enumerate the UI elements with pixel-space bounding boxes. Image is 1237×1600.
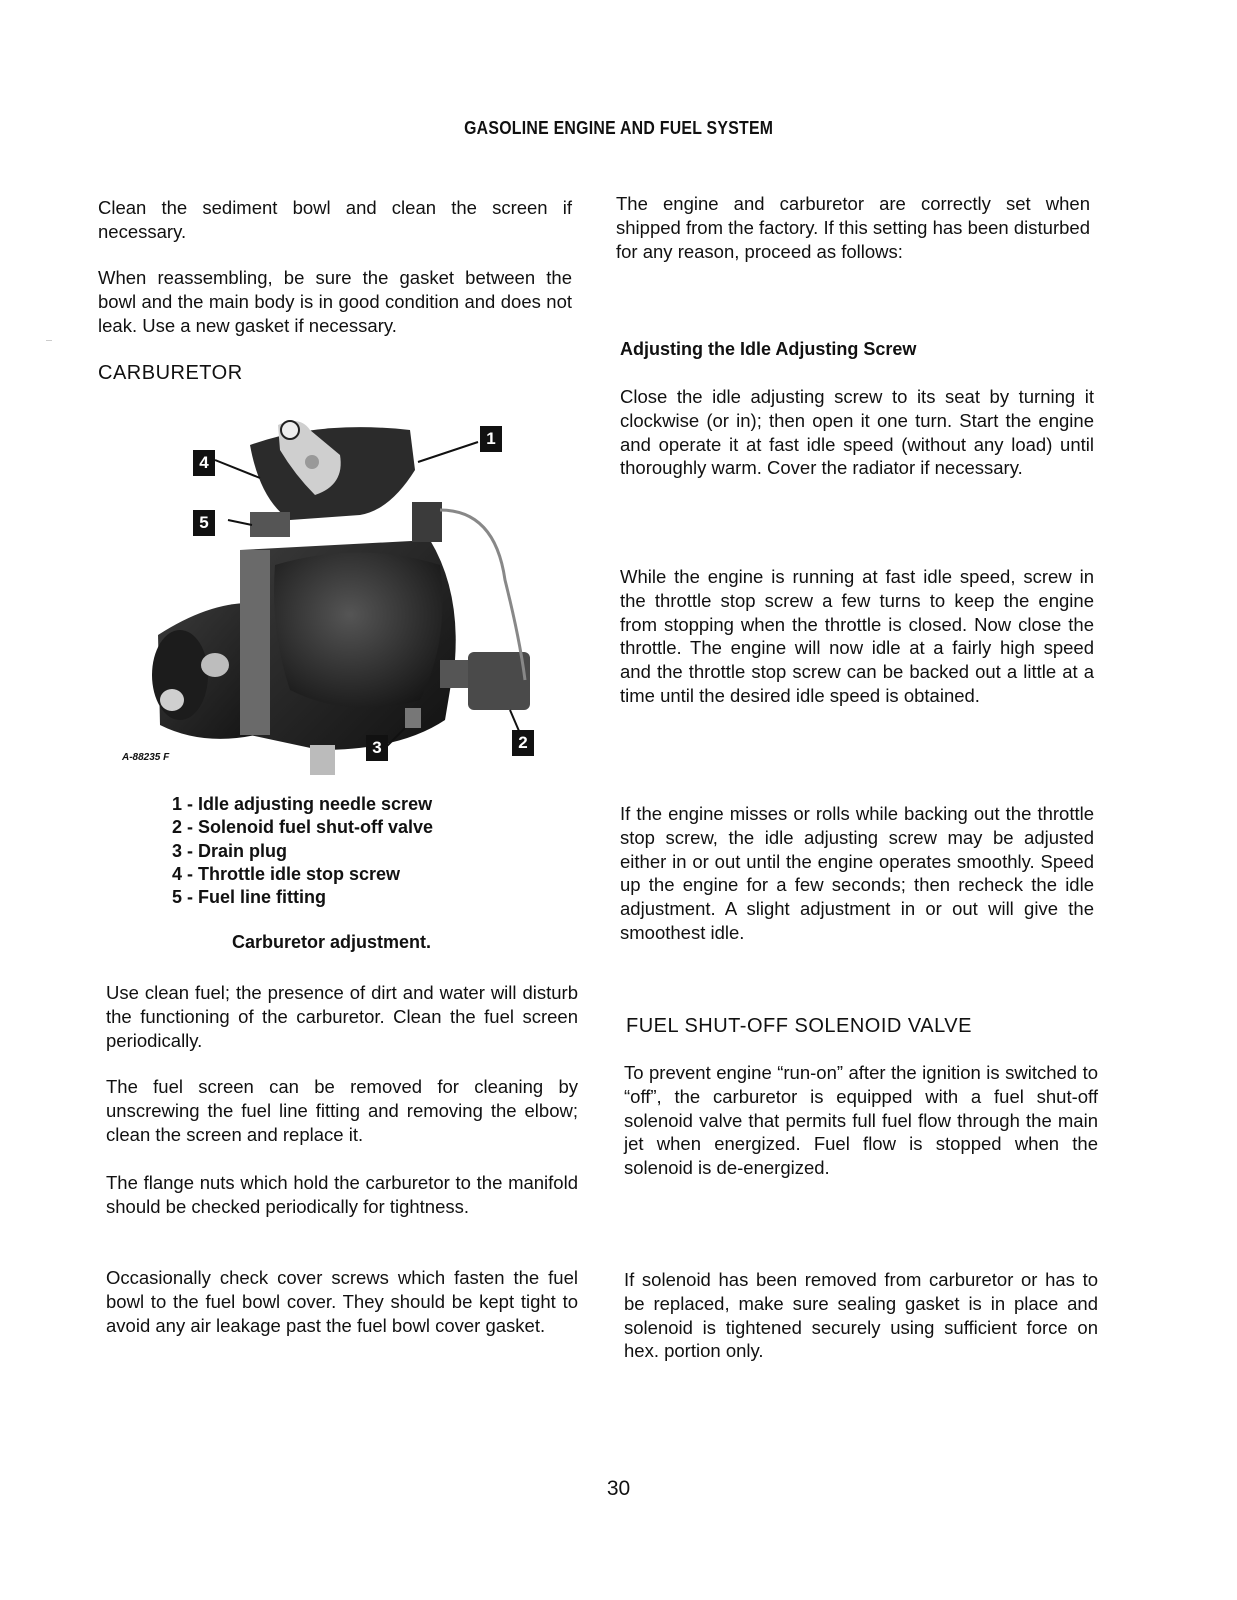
arrow-5 [228,520,252,525]
callout-3: 3 [366,735,388,761]
legend-item: 2 - Solenoid fuel shut-off valve [172,817,434,838]
solenoid-terminal [412,502,442,542]
arrow-1 [418,442,478,462]
scan-mark [46,340,52,341]
bottom-outlet [310,745,335,775]
section-heading-solenoid: FUEL SHUT-OFF SOLENOID VALVE [626,1015,972,1037]
subheading-idle-adjusting: Adjusting the Idle Adjusting Screw [620,339,917,359]
figure-id: A-88235 F [122,752,170,763]
paragraph-run-on: To prevent engine “run-on” after the ignition is switched to “off”, the carburetor is equipped with a fuel shut-off solenoid valve that permits full fuel flow through the main jet when energized. Fuel flow is stopped when the solenoid is de-energized. [624,1062,1098,1179]
flange-bolt-upper [201,653,229,677]
carburetor-figure [100,390,560,780]
legend-item: 5 - Fuel line fitting [172,887,326,908]
paragraph-clean-fuel: Use clean fuel; the presence of dirt and water will disturb the functioning of the carburetor. Clean the fuel screen periodically. [106,982,578,1051]
section-heading-carburetor: CARBURETOR [98,362,243,384]
legend-item: 1 - Idle adjusting needle screw [172,794,433,814]
paragraph-reassembling: When reassembling, be sure the gasket between the bowl and the main body is in good condition and does not leak. Use a new gasket if necessary. [98,267,572,336]
page-number: 30 [606,1477,631,1500]
legend-item: 3 - Drain plug [172,840,288,861]
lever-pivot [305,455,319,469]
paragraph-factory-setting: The engine and carburetor are correctly set when shipped from the factory. If this setting has been disturbed for any reason, proceed as follows: [616,193,1090,262]
fuel-fitting [250,512,290,537]
page-header: GASOLINE ENGINE AND FUEL SYSTEM [464,118,774,138]
paragraph-cover-screws: Occasionally check cover screws which fasten the fuel bowl to the fuel bowl cover. They should be kept tight to avoid any air leakage past the fuel bowl cover gasket. [106,1267,578,1336]
callout-1: 1 [480,426,502,452]
paragraph-flange-nuts: The flange nuts which hold the carburetor to the manifold should be checked periodically for tightness. [106,1172,578,1217]
lever-screw [281,421,299,439]
paragraph-fuel-screen: The fuel screen can be removed for cleaning by unscrewing the fuel line fitting and removing the elbow; clean the screen and replace it. [106,1076,578,1145]
solenoid-stem [440,660,470,688]
paragraph-close-idle: Close the idle adjusting screw to its seat by turning it clockwise (or in); then open it one turn. Start the engine and operate it at fast idle speed (without any load) until thoroughly warm. Cover the radiator if necessary. [620,386,1094,479]
figure-legend [172,793,433,909]
paragraph-fast-idle: While the engine is running at fast idle speed, screw in the throttle stop screw a few turns to keep the engine from stopping when the throttle is closed. Now close the throttle. The engine will now idle at a fairly high speed and the throttle stop screw can be backed out a little at a time until the desired idle speed is obtained. [620,566,1094,706]
bracket [240,550,270,735]
arrow-4 [215,460,260,478]
flange-bolt-lower [160,689,184,711]
figure-caption: Carburetor adjustment. [232,932,432,952]
callout-4: 4 [193,450,215,476]
callout-5: 5 [193,510,215,536]
fuel-bowl [274,553,443,709]
legend-item: 4 - Throttle idle stop screw [172,863,401,884]
callout-2: 2 [512,730,534,756]
paragraph-engine-misses: If the engine misses or rolls while backing out the throttle stop screw, the idle adjusting screw may be adjusted either in or out until the engine operates smoothly. Speed up the engine for a few seconds; then recheck the idle adjustment. A slight adjustment in or out will give the smoothest idle. [620,803,1094,943]
paragraph-solenoid-replaced: If solenoid has been removed from carburetor or has to be replaced, make sure sealing gasket is in place and solenoid is tightened securely using sufficient force on hex. portion only. [624,1269,1098,1362]
drain-plug [405,708,421,728]
paragraph-sediment: Clean the sediment bowl and clean the screen if necessary. [98,197,572,242]
